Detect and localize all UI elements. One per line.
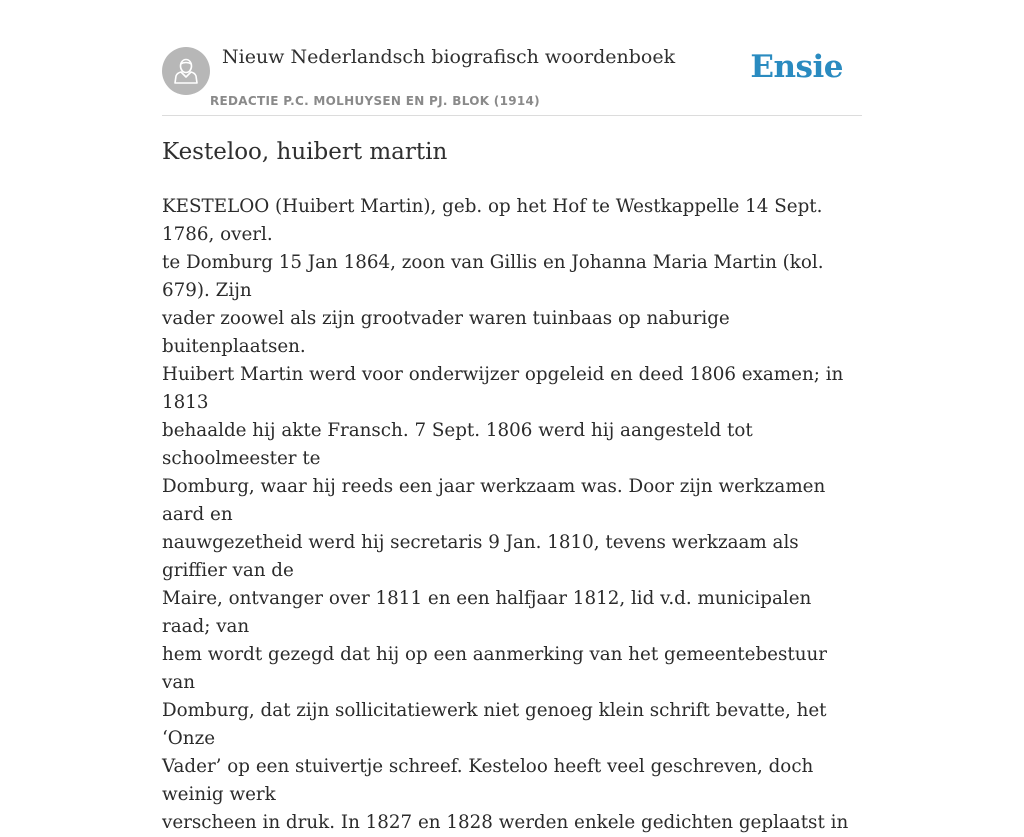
author-avatar[interactable] [162, 47, 210, 95]
ensie-logo[interactable]: Ensie [750, 49, 843, 85]
book-title[interactable]: Nieuw Nederlandsch biografisch woordenboek [222, 46, 676, 68]
page-header [162, 44, 862, 116]
user-icon [171, 56, 201, 86]
book-editors: REDACTIE P.C. MOLHUYSEN EN PJ. BLOK (1914) [210, 94, 540, 108]
entry-body: KESTELOO (Huibert Martin), geb. op het Hof te Westkappelle 14 Sept. 1786, overl. te Domburg 15 Jan 1864, zoon van Gillis en Johanna Maria Martin (kol. 679). Zijn vader zoowel als zijn grootvader waren tuinbaas op naburige buitenplaatsen. Huibert Martin werd voor onderwijzer opgeleid en deed 1806 examen; in 1813 behaalde hij akte Fransch. 7 Sept. 1806 werd hij aangesteld tot schoolmeester te Domburg, waar hij reeds een jaar werkzaam was. Door zijn werkzamen aard en nauwgezetheid werd hij secretaris 9 Jan. 1810, tevens werkzaam als griffier van de Maire, ontvanger over 1811 en een halfjaar 1812, lid v.d. municipalen raad; van hem wordt gezegd dat hij op een aanmerking van het gemeentebestuur van Domburg, dat zijn sollicitatiewerk niet genoeg klein schrift bevatte, het ‘Onze Vader’ op een stuivertje schreef. Kesteloo heeft veel geschreven, doch weinig werk verscheen in druk. In 1827 en 1828 werden enkele gedichten geplaatst in [162, 196, 849, 833]
entry-title: Kesteloo, huibert martin [162, 139, 448, 165]
